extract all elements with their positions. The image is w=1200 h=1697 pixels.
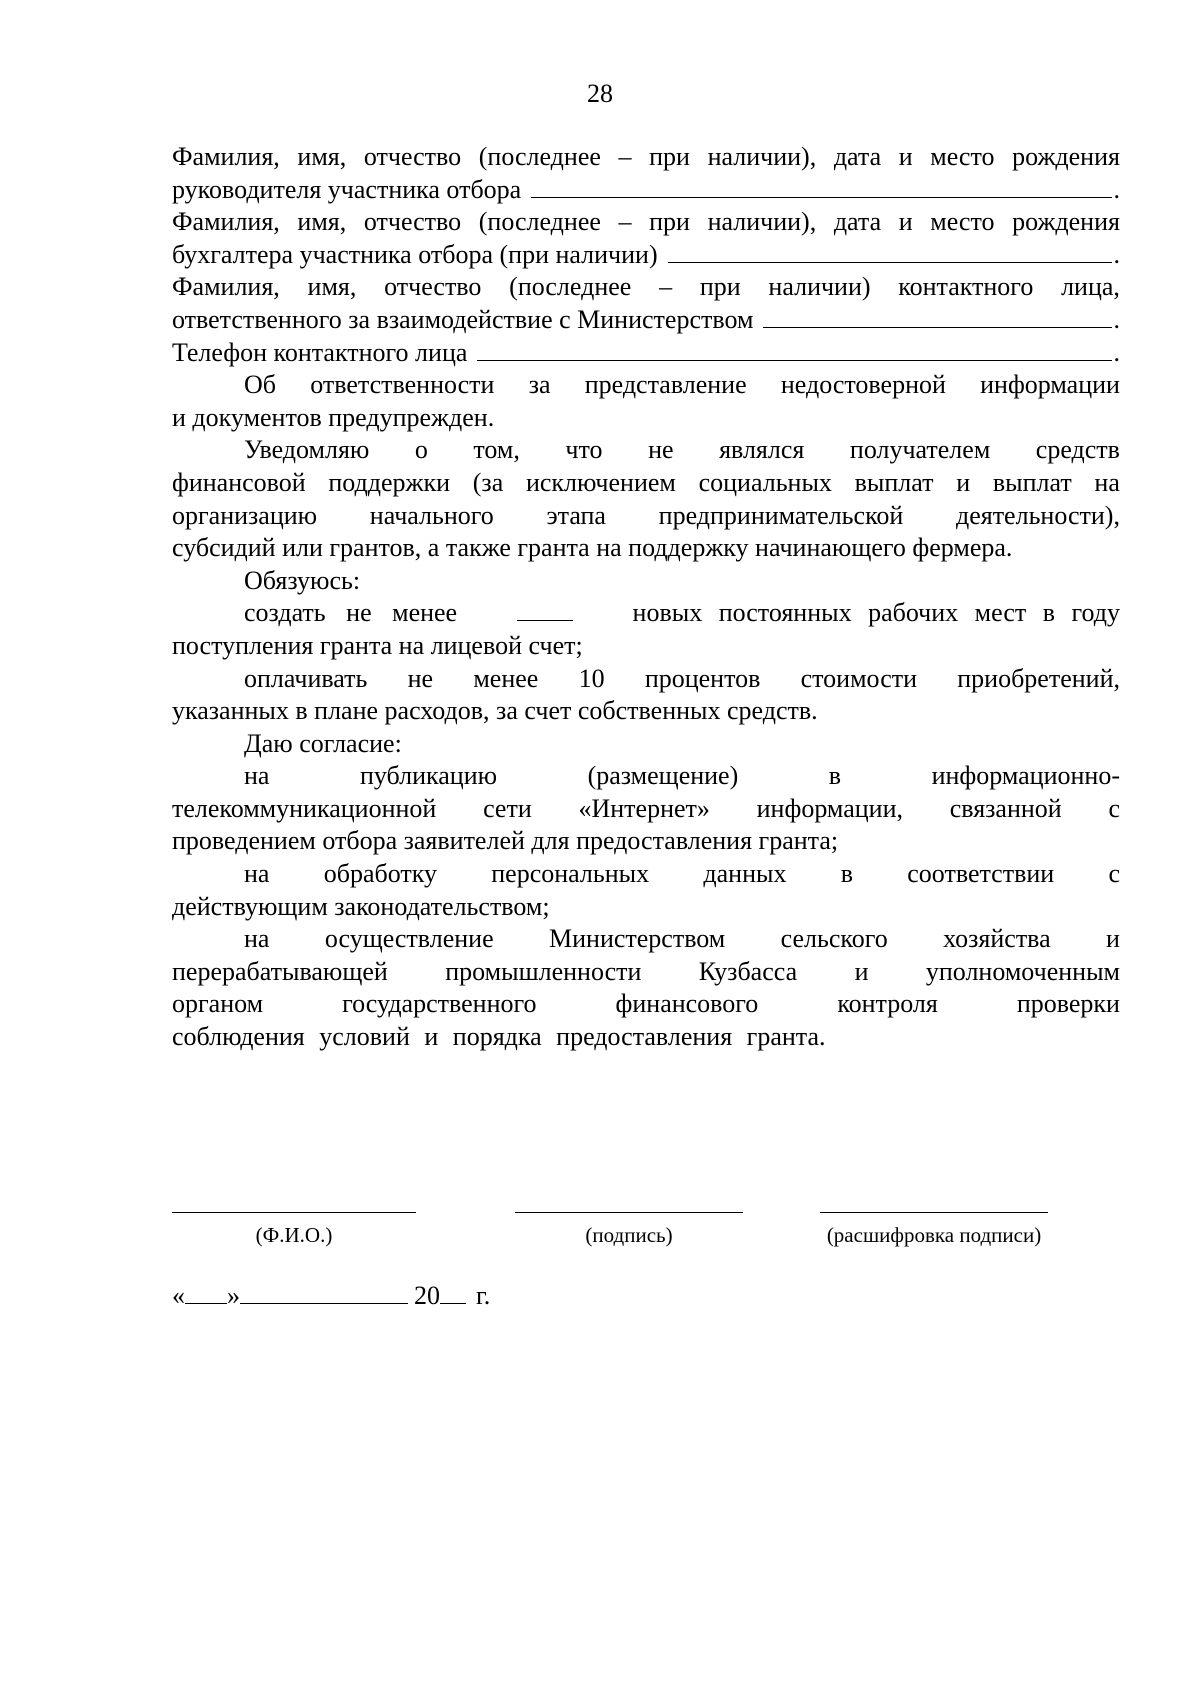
word: наличии),: [707, 207, 817, 237]
word: (последнее: [478, 207, 601, 237]
text-line: [172, 1021, 1120, 1054]
word: выплат: [992, 467, 1072, 497]
word: стоимости: [800, 663, 918, 693]
word: с: [1108, 793, 1120, 823]
word: оплачивать: [244, 663, 368, 693]
text: новых постоянных рабочих мест в году: [632, 598, 1120, 628]
word: имя,: [297, 142, 347, 171]
word: –: [659, 272, 673, 302]
head-name-field-line: [172, 174, 1120, 207]
word: телекоммуникационной: [172, 793, 437, 823]
word: Министерством: [549, 924, 726, 954]
word: финансового: [615, 989, 759, 1019]
word: (последнее: [478, 142, 601, 171]
word: контроля: [837, 989, 938, 1019]
open-quote: «: [172, 1281, 185, 1310]
word: том,: [473, 435, 520, 465]
text-line: [172, 467, 1120, 500]
word: на: [244, 924, 270, 954]
word: –: [618, 142, 632, 171]
text: поступления гранта на лицевой счет;: [172, 630, 583, 660]
jobs-field-line: [172, 597, 1120, 630]
word: в: [840, 859, 854, 889]
period: .: [1113, 304, 1120, 334]
word: имя,: [297, 207, 347, 237]
page-number: 28: [587, 79, 613, 108]
contact-label: ответственного за взаимодействие с Министерством: [172, 304, 754, 334]
word: социальных: [698, 467, 832, 497]
word: приобретений,: [957, 663, 1120, 693]
signature-block: [172, 1212, 1120, 1272]
sign-label: (подпись): [585, 1223, 673, 1247]
word: Кузбасса: [698, 956, 798, 986]
word: при: [699, 272, 741, 302]
word: предпринимательской: [658, 500, 904, 530]
word: финансовой: [172, 467, 306, 497]
word: сети: [483, 793, 532, 823]
document-body: [172, 141, 1120, 1054]
text-line: [172, 434, 1120, 467]
text: проведением отбора заявителей для предоставления гранта;: [172, 826, 839, 856]
text-line: [172, 630, 1120, 663]
word: связанной: [949, 793, 1062, 823]
month-blank[interactable]: [240, 1281, 408, 1304]
word: и: [1106, 924, 1120, 954]
fio-column: [172, 1212, 416, 1249]
accountant-label: бухгалтера участника отбора (при наличии): [172, 239, 658, 269]
word: органом: [172, 989, 264, 1019]
text-line: [172, 402, 1120, 435]
text-line: [172, 956, 1120, 989]
sign-column: [515, 1212, 743, 1249]
word: при: [649, 207, 690, 237]
word: «Интернет»: [578, 793, 710, 823]
word: дата: [833, 142, 882, 171]
year-prefix: 20: [414, 1281, 440, 1310]
word: сельского: [780, 924, 888, 954]
word: ответственности: [310, 370, 495, 400]
word: государственного: [342, 989, 537, 1019]
text-line: [172, 369, 1120, 402]
word: при: [649, 142, 690, 171]
word: наличии),: [707, 142, 817, 171]
word: информации: [980, 370, 1120, 400]
contact-blank[interactable]: [763, 305, 1111, 328]
text-line: [172, 923, 1120, 956]
word: Фамилия,: [172, 142, 280, 171]
word: и: [956, 467, 971, 497]
text-line: [172, 695, 1120, 728]
word: отчество: [363, 142, 462, 171]
word: этапа: [546, 500, 606, 530]
word: соответствии: [907, 859, 1055, 889]
period: .: [1113, 337, 1120, 367]
text: Обязуюсь:: [244, 565, 361, 595]
word: в: [828, 761, 842, 791]
word: рождения: [1012, 142, 1120, 171]
day-blank[interactable]: [185, 1281, 227, 1304]
word: о: [414, 435, 428, 465]
word: начального: [369, 500, 494, 530]
word: обработку: [323, 859, 437, 889]
word: что: [565, 435, 603, 465]
word: наличии): [768, 272, 871, 302]
decode-column: [820, 1212, 1048, 1249]
text-line: [172, 663, 1120, 696]
phone-blank[interactable]: [477, 338, 1111, 361]
text-line: [172, 858, 1120, 891]
text-line: [172, 565, 1120, 598]
text: соблюдения условий и порядка предоставления гранта.: [172, 1022, 826, 1052]
text-line: [172, 825, 1120, 858]
word: лица,: [1061, 272, 1120, 302]
word: перерабатывающей: [172, 956, 388, 986]
word: контактного: [898, 272, 1034, 302]
text-line: [172, 728, 1120, 761]
accountant-blank[interactable]: [668, 240, 1112, 263]
word: за: [528, 370, 551, 400]
word: данных: [703, 859, 787, 889]
text: действующим законодательством;: [172, 891, 550, 921]
word: менее: [473, 663, 539, 693]
word: получателем: [849, 435, 991, 465]
text-line: [172, 206, 1120, 239]
text: создать не менее: [244, 598, 458, 628]
word: публикацию: [359, 761, 498, 791]
fio-signature-line[interactable]: [172, 1212, 416, 1213]
word: поддержки: [328, 467, 451, 497]
word: не: [407, 663, 434, 693]
word: место: [930, 207, 995, 237]
word: (за: [472, 467, 504, 497]
word: выплат: [854, 467, 934, 497]
word: Об: [244, 370, 277, 400]
sign-signature-line[interactable]: [515, 1212, 743, 1213]
text-line: [172, 793, 1120, 826]
word: отчество: [384, 272, 482, 302]
word: информации,: [756, 793, 903, 823]
word: имя,: [307, 272, 357, 302]
word: осуществление: [324, 924, 494, 954]
text-line: [172, 141, 1120, 174]
word: (размещение): [587, 761, 739, 791]
close-quote: »: [227, 1281, 240, 1310]
word: место: [930, 142, 995, 171]
text: и документов предупрежден.: [172, 402, 495, 432]
word: хозяйства: [943, 924, 1051, 954]
text-line: [172, 500, 1120, 533]
word: –: [618, 207, 632, 237]
word: деятельности),: [955, 500, 1120, 530]
year-suffix: г.: [476, 1281, 491, 1310]
phone-label: Телефон контактного лица: [172, 337, 468, 367]
word: уполномоченным: [925, 956, 1120, 986]
word: отчество: [363, 207, 462, 237]
decode-label: (расшифровка подписи): [826, 1223, 1042, 1247]
text: Даю согласие:: [244, 728, 402, 758]
word: 10: [578, 663, 605, 693]
accountant-field-line: [172, 239, 1120, 272]
year-blank[interactable]: [440, 1281, 466, 1304]
word: персональных: [491, 859, 650, 889]
text-line: [172, 271, 1120, 304]
word: и: [898, 207, 913, 237]
word: дата: [833, 207, 882, 237]
head-name-label: руководителя участника отбора: [172, 174, 522, 204]
text-line: [172, 532, 1120, 565]
word: организацию: [172, 500, 318, 530]
word: не: [648, 435, 674, 465]
period: .: [1113, 174, 1120, 204]
word: промышленности: [445, 956, 642, 986]
word: с: [1108, 859, 1120, 889]
word: процентов: [644, 663, 761, 693]
word: рождения: [1012, 207, 1120, 237]
jobs-count-blank[interactable]: [517, 598, 573, 621]
word: недостоверной: [780, 370, 946, 400]
word: представление: [584, 370, 747, 400]
date-line: [172, 1280, 490, 1312]
text: указанных в плане расходов, за счет собственных средств.: [172, 696, 818, 726]
word: (последнее: [509, 272, 632, 302]
word: Фамилия,: [172, 207, 280, 237]
word: на: [244, 761, 270, 791]
word: Уведомляю: [244, 435, 370, 465]
text: субсидий или грантов, а также гранта на поддержку начинающего фермера.: [172, 533, 1013, 563]
word: информационно-: [931, 761, 1120, 791]
fio-label: (Ф.И.О.): [255, 1223, 333, 1247]
head-name-blank[interactable]: [531, 175, 1111, 198]
word: средств: [1035, 435, 1120, 465]
word: на: [244, 859, 270, 889]
decode-signature-line[interactable]: [820, 1212, 1048, 1213]
word: на: [1094, 467, 1120, 497]
period: .: [1113, 239, 1120, 269]
word: и: [854, 956, 869, 986]
word: и: [898, 142, 913, 171]
word: проверки: [1016, 989, 1120, 1019]
phone-field-line: [172, 337, 1120, 370]
word: исключением: [525, 467, 676, 497]
text-line: [172, 760, 1120, 793]
word: Фамилия,: [172, 272, 280, 302]
text-line: [172, 891, 1120, 924]
contact-field-line: [172, 304, 1120, 337]
text-line: [172, 988, 1120, 1021]
word: являлся: [719, 435, 805, 465]
